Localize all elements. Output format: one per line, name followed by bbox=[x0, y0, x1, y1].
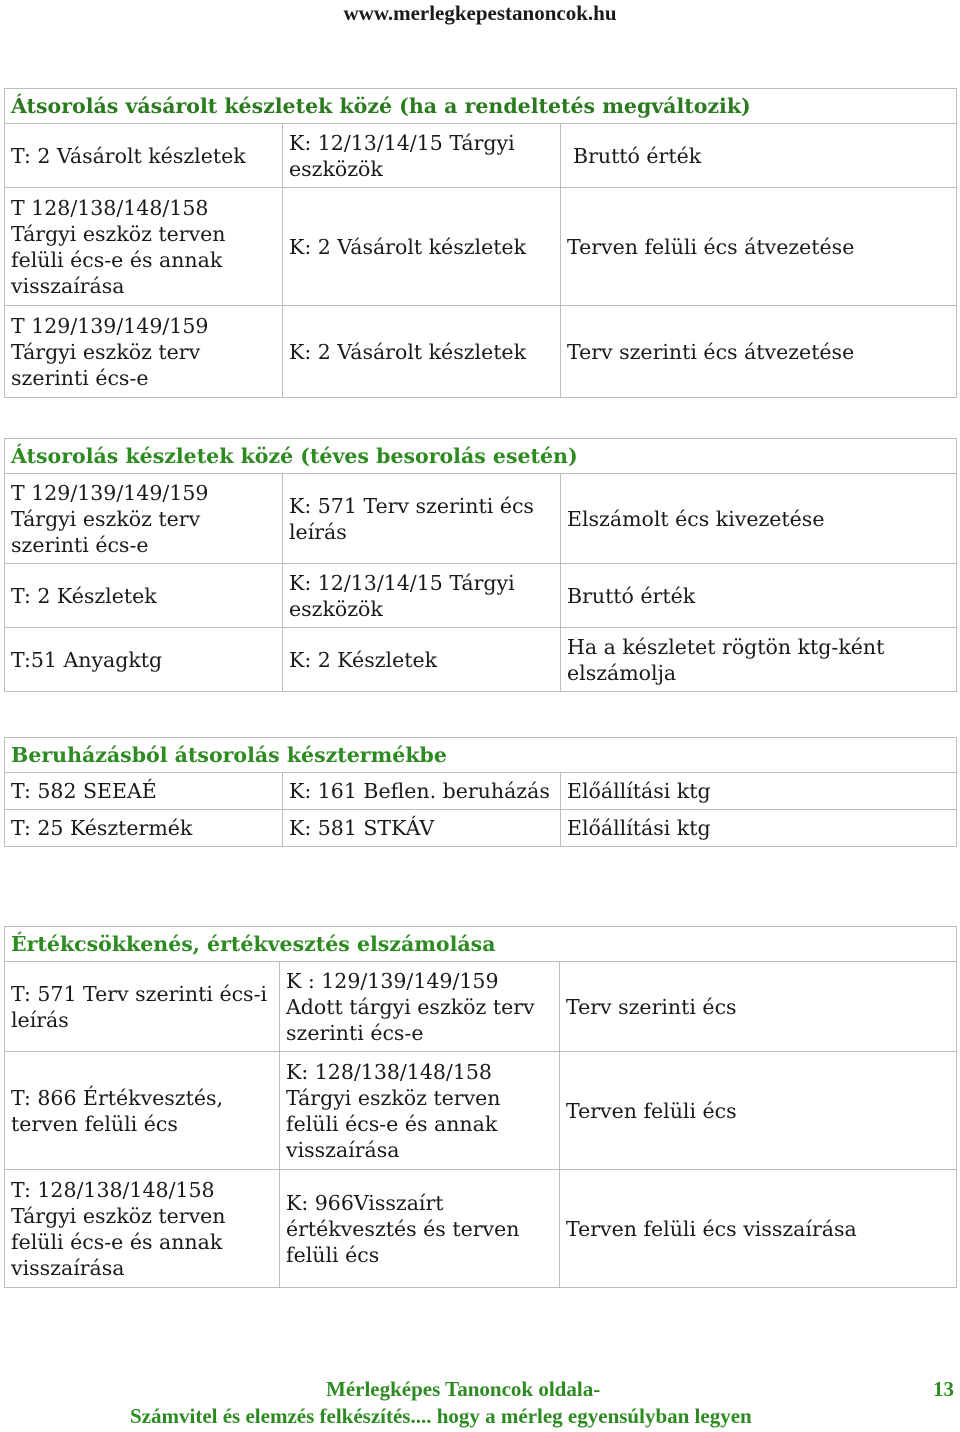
debit-cell: T: 866 Értékvesztés, terven felüli écs bbox=[5, 1052, 280, 1170]
description-cell: Terven felüli écs átvezetése bbox=[561, 188, 957, 306]
section-title: Értékcsökkenés, értékvesztés elszámolása bbox=[5, 927, 957, 962]
description-cell: Terven felüli écs bbox=[560, 1052, 957, 1170]
credit-cell: K: 128/138/148/158 Tárgyi eszköz terven felüli écs-e és annak visszaírása bbox=[280, 1052, 560, 1170]
description-cell: Bruttó érték bbox=[561, 564, 957, 628]
footer-tagline: Számvitel és elemzés felkészítés.... hogy a mérleg egyensúlyban legyen bbox=[130, 1404, 752, 1428]
credit-cell: K: 2 Készletek bbox=[283, 628, 561, 692]
credit-cell: K: 12/13/14/15 Tárgyi eszközök bbox=[283, 124, 561, 188]
page-number: 13 bbox=[933, 1377, 954, 1401]
description-cell: Terv szerinti écs bbox=[560, 962, 957, 1052]
debit-cell: T: 25 Késztermék bbox=[5, 810, 283, 847]
debit-cell: T: 2 Vásárolt készletek bbox=[5, 124, 283, 188]
debit-cell: T 129/139/149/159 Tárgyi eszköz terv szerinti écs-e bbox=[5, 474, 283, 564]
credit-cell: K: 161 Beflen. beruházás bbox=[283, 773, 561, 810]
section-title: Beruházásból átsorolás késztermékbe bbox=[5, 738, 957, 773]
debit-cell: T: 582 SEEAÉ bbox=[5, 773, 283, 810]
debit-cell: T: 571 Terv szerinti écs-i leírás bbox=[5, 962, 280, 1052]
site-header-url: www.merlegkepestanoncok.hu bbox=[343, 1, 617, 25]
credit-cell: K: 2 Vásárolt készletek bbox=[283, 188, 561, 306]
debit-cell: T: 128/138/148/158 Tárgyi eszköz terven felüli écs-e és annak visszaírása bbox=[5, 1170, 280, 1288]
credit-cell: K: 966Visszaírt értékvesztés és terven felüli écs bbox=[280, 1170, 560, 1288]
credit-cell: K: 571 Terv szerinti écs leírás bbox=[283, 474, 561, 564]
description-cell: Terven felüli écs visszaírása bbox=[560, 1170, 957, 1288]
description-cell: Előállítási ktg bbox=[561, 773, 957, 810]
section-title: Átsorolás készletek közé (téves besorolás esetén) bbox=[5, 439, 957, 474]
section-depreciation-impairment bbox=[4, 926, 957, 1288]
description-cell: Terv szerinti écs átvezetése bbox=[561, 306, 957, 398]
debit-cell: T:51 Anyagktg bbox=[5, 628, 283, 692]
description-cell: Bruttó érték bbox=[561, 124, 957, 188]
section-investment-to-finished-goods bbox=[4, 737, 957, 847]
debit-cell: T 129/139/149/159 Tárgyi eszköz terv szerinti écs-e bbox=[5, 306, 283, 398]
debit-cell: T: 2 Készletek bbox=[5, 564, 283, 628]
description-cell: Előállítási ktg bbox=[561, 810, 957, 847]
description-cell: Elszámolt écs kivezetése bbox=[561, 474, 957, 564]
section-title: Átsorolás vásárolt készletek közé (ha a rendeltetés megváltozik) bbox=[5, 89, 957, 124]
credit-cell: K: 12/13/14/15 Tárgyi eszközök bbox=[283, 564, 561, 628]
description-cell: Ha a készletet rögtön ktg-ként elszámolja bbox=[561, 628, 957, 692]
credit-cell: K: 581 STKÁV bbox=[283, 810, 561, 847]
credit-cell: K : 129/139/149/159 Adott tárgyi eszköz terv szerinti écs-e bbox=[280, 962, 560, 1052]
section-reclassification-inventory bbox=[4, 438, 957, 692]
debit-cell: T 128/138/148/158 Tárgyi eszköz terven felüli écs-e és annak visszaírása bbox=[5, 188, 283, 306]
section-reclassification-purchased-inventory bbox=[4, 88, 957, 398]
footer-site-name: Mérlegképes Tanoncok oldala- bbox=[326, 1377, 601, 1401]
credit-cell: K: 2 Vásárolt készletek bbox=[283, 306, 561, 398]
